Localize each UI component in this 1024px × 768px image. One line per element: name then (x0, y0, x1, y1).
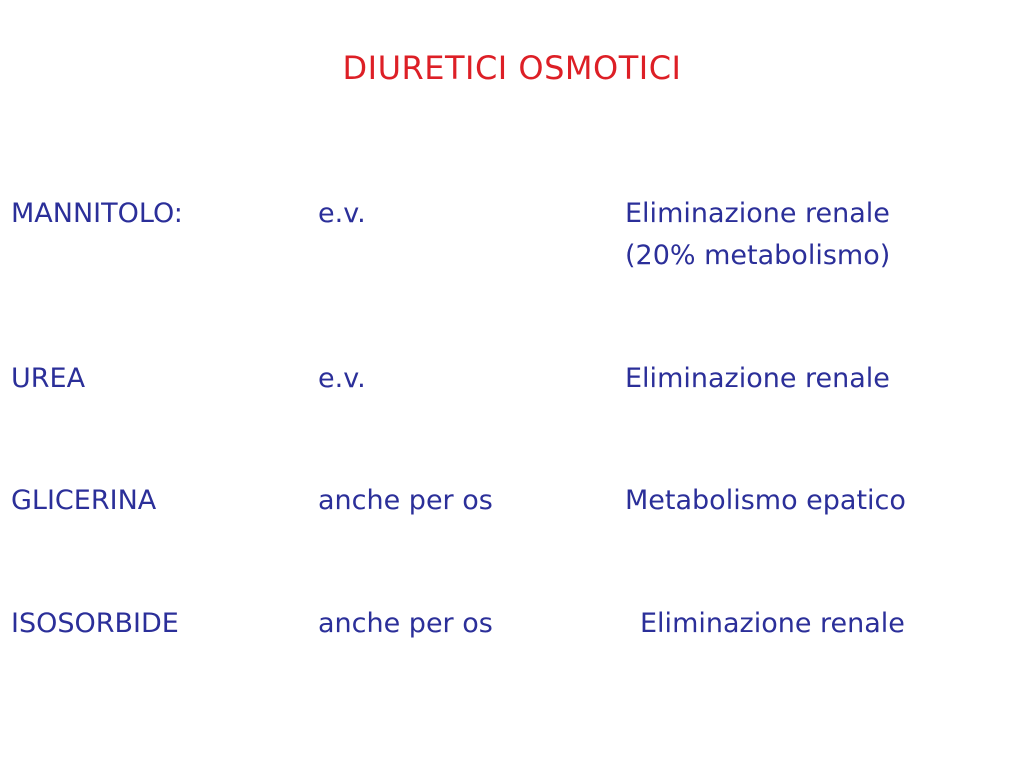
drug-route: e.v. (318, 198, 366, 229)
drug-row-mannitolo (0, 196, 1024, 236)
drug-row-mannitolo-note (0, 238, 1024, 278)
drug-row-isosorbide (0, 606, 1024, 646)
drug-elimination: Eliminazione renale (640, 608, 905, 639)
drug-elimination: Metabolismo epatico (625, 485, 906, 516)
drug-elimination-note: (20% metabolismo) (625, 240, 891, 271)
drug-route: anche per os (318, 485, 493, 516)
drug-name: ISOSORBIDE (11, 608, 179, 639)
drug-route: anche per os (318, 608, 493, 639)
drug-row-urea (0, 361, 1024, 401)
drug-name: MANNITOLO: (11, 198, 183, 229)
slide-title: DIURETICI OSMOTICI (342, 49, 682, 87)
drug-name: GLICERINA (11, 485, 157, 516)
drug-route: e.v. (318, 363, 366, 394)
drug-row-glicerina (0, 483, 1024, 523)
drug-elimination: Eliminazione renale (625, 363, 890, 394)
drug-elimination: Eliminazione renale (625, 198, 890, 229)
drug-name: UREA (11, 363, 86, 394)
